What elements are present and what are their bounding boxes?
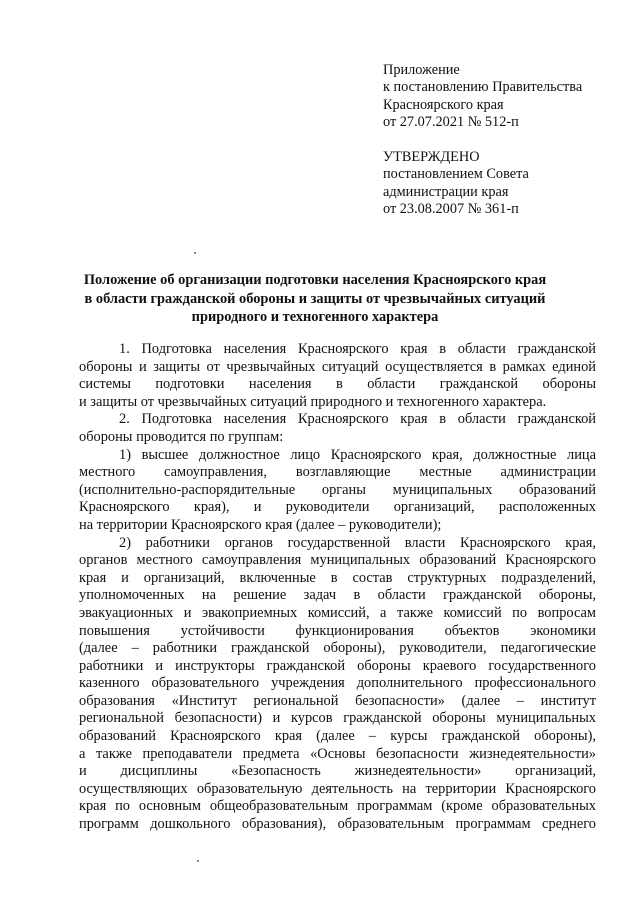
scan-speck <box>197 860 199 862</box>
scan-speck <box>194 252 196 254</box>
approved-line: администрации края <box>383 183 509 200</box>
body-line: и защиты от чрезвычайных ситуаций природного и техногенного характера. <box>79 393 547 410</box>
body-line: образования «Институт региональной безопасности» (далее – институт <box>79 692 596 709</box>
body-line: на территории Красноярского края (далее – руководители); <box>79 516 442 533</box>
body-line: 2. Подготовка населения Красноярского края в области гражданской <box>119 411 596 428</box>
body-line: (далее – работники гражданской обороны), руководители, педагогические <box>79 640 596 657</box>
document-body <box>79 341 596 834</box>
body-line: и дисциплины «Безопасность жизнедеятельности» организаций, <box>79 763 596 780</box>
body-line: обороны и защиты от чрезвычайных ситуаций осуществляется в рамках единой <box>79 358 596 375</box>
body-line: а также преподаватели предмета «Основы безопасности жизнедеятельности» <box>79 745 596 762</box>
body-line: региональной безопасности) и курсов гражданской обороны муниципальных <box>79 710 596 727</box>
body-line: казенного образовательного учреждения дополнительного профессионального <box>79 675 596 692</box>
approved-block <box>383 149 529 219</box>
body-line: эвакуационных и эвакоприемных комиссий, а также комиссий по вопросам <box>79 604 596 621</box>
body-line: обороны проводится по группам: <box>79 428 284 445</box>
body-line: уполномоченных на решение задач в области гражданской обороны, <box>79 587 596 604</box>
body-line: органов местного самоуправления муниципальных образований Красноярского <box>79 552 596 569</box>
body-line: края по основным общеобразовательным программам (кроме образовательных <box>79 798 596 815</box>
appendix-line: от 27.07.2021 № 512-п <box>383 114 519 131</box>
body-line: осуществляющих образовательную деятельность на территории Красноярского <box>79 780 596 797</box>
title-line: Положение об организации подготовки населения Красноярского края <box>83 272 547 288</box>
body-line: (исполнительно-распорядительные органы муниципальных образований <box>79 481 596 498</box>
body-line: системы подготовки населения в области гражданской обороны <box>79 376 596 393</box>
document-title <box>60 271 570 327</box>
appendix-line: Красноярского края <box>383 96 504 113</box>
approved-line: от 23.08.2007 № 361-п <box>383 201 519 218</box>
body-line: Красноярского края), и руководители организаций, расположенных <box>79 499 596 516</box>
approved-line: УТВЕРЖДЕНО <box>383 149 480 165</box>
body-line: повышения устойчивости функционирования объектов экономики <box>79 622 596 639</box>
appendix-block <box>383 62 582 132</box>
body-line: местного самоуправления, возглавляющие местные администрации <box>79 464 596 481</box>
body-line: работники и инструкторы гражданской обороны краевого государственного <box>79 657 596 674</box>
body-line: программ дошкольного образования), образовательным программам среднего <box>79 816 596 833</box>
body-line: образований Красноярского края (далее – курсы гражданской обороны), <box>79 728 596 745</box>
body-line: 1. Подготовка населения Красноярского края в области гражданской <box>119 341 596 357</box>
title-line: природного и техногенного характера <box>191 309 439 325</box>
appendix-line: к постановлению Правительства <box>383 79 583 96</box>
title-line: в области гражданской обороны и защиты от чрезвычайных ситуаций <box>84 290 546 307</box>
body-line: 1) высшее должностное лицо Красноярского края, должностные лица <box>119 446 596 463</box>
appendix-line: Приложение <box>383 62 460 78</box>
body-line: 2) работники органов государственной власти Красноярского края, <box>119 534 596 551</box>
body-line: края и организаций, включенные в состав структурных подразделений, <box>79 569 596 586</box>
approved-line: постановлением Совета <box>383 166 529 183</box>
